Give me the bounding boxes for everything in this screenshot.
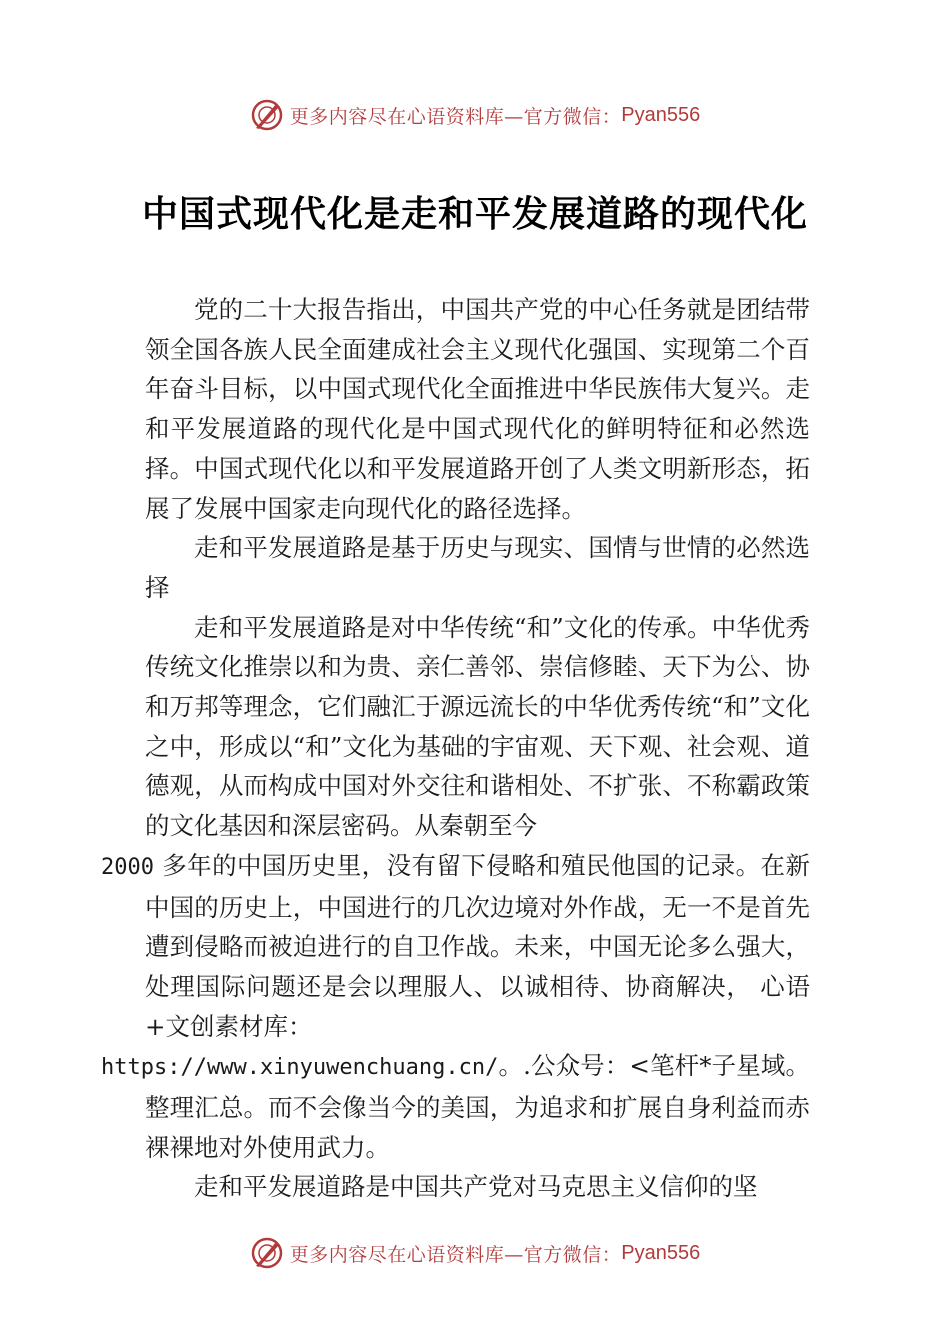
pen-nib-logo-icon bbox=[250, 1236, 284, 1270]
header-banner bbox=[0, 95, 950, 135]
paragraph-text: 走和平发展道路是对中华传统“和”文化的传承。中华优秀传统文化推崇以和为贵、亲仁善邻、崇信修睦、天下为公、协和万邦等理念，它们融汇于源远流长的中华优秀传统“和”文化之中，形成以“和”文化为基础的宇宙观、天下观、社会观、道德观，从而构成中国对外交往和谐相处、不扩张、不称霸政策的文化基因和深层密码。从秦朝至今 bbox=[145, 612, 810, 841]
banner-wechat-id: Pyan556 bbox=[621, 1241, 701, 1264]
paragraph: 党的二十大报告指出，中国共产党的中心任务就是团结带领全国各族人民全面建成社会主义现代化强国、实现第二个百年奋斗目标，以中国式现代化全面推进中华民族伟大复兴。走和平发展道路的现代化是中国式现代化的鲜明特征和必然选择。中国式现代化以和平发展道路开创了人类文明新形态，拓展了发展中国家走向现代化的路径选择。 bbox=[145, 295, 810, 523]
paragraph: 走和平发展道路是中国共产党对马克思主义信仰的坚 bbox=[194, 1172, 758, 1202]
document-body bbox=[101, 290, 810, 1207]
document-title: 中国式现代化是走和平发展道路的现代化 bbox=[141, 194, 808, 235]
footer-banner bbox=[0, 1233, 950, 1273]
paragraph-text: 。.公众号：<笔杆*子星域。整理汇总。而不会像当今的美国，为追求和扩展自身利益而赤裸裸地对外使用武力。 bbox=[145, 1051, 810, 1162]
pen-nib-logo-icon bbox=[250, 98, 284, 132]
year-number: 2000 bbox=[101, 854, 154, 880]
paragraph bbox=[101, 608, 810, 1168]
paragraph-text: 多年的中国历史里，没有留下侵略和殖民他国的记录。在新中国的历史上，中国进行的几次边境对外作战，无一不是首先遭到侵略而被迫进行的自卫作战。未来，中国无论多么强大，处理国际问题还是会以理服人、以诚相待、协商解决， 心语+文创素材库： bbox=[145, 850, 810, 1041]
banner-text: 更多内容尽在心语资料库—官方微信： bbox=[289, 105, 622, 128]
paragraph-subheading: 走和平发展道路是基于历史与现实、国情与世情的必然选择 bbox=[145, 533, 810, 602]
banner-wechat-id: Pyan556 bbox=[621, 103, 701, 126]
banner-text: 更多内容尽在心语资料库—官方微信： bbox=[289, 1243, 622, 1266]
website-link[interactable]: https://www.xinyuwenchuang.cn/ bbox=[101, 1055, 499, 1081]
